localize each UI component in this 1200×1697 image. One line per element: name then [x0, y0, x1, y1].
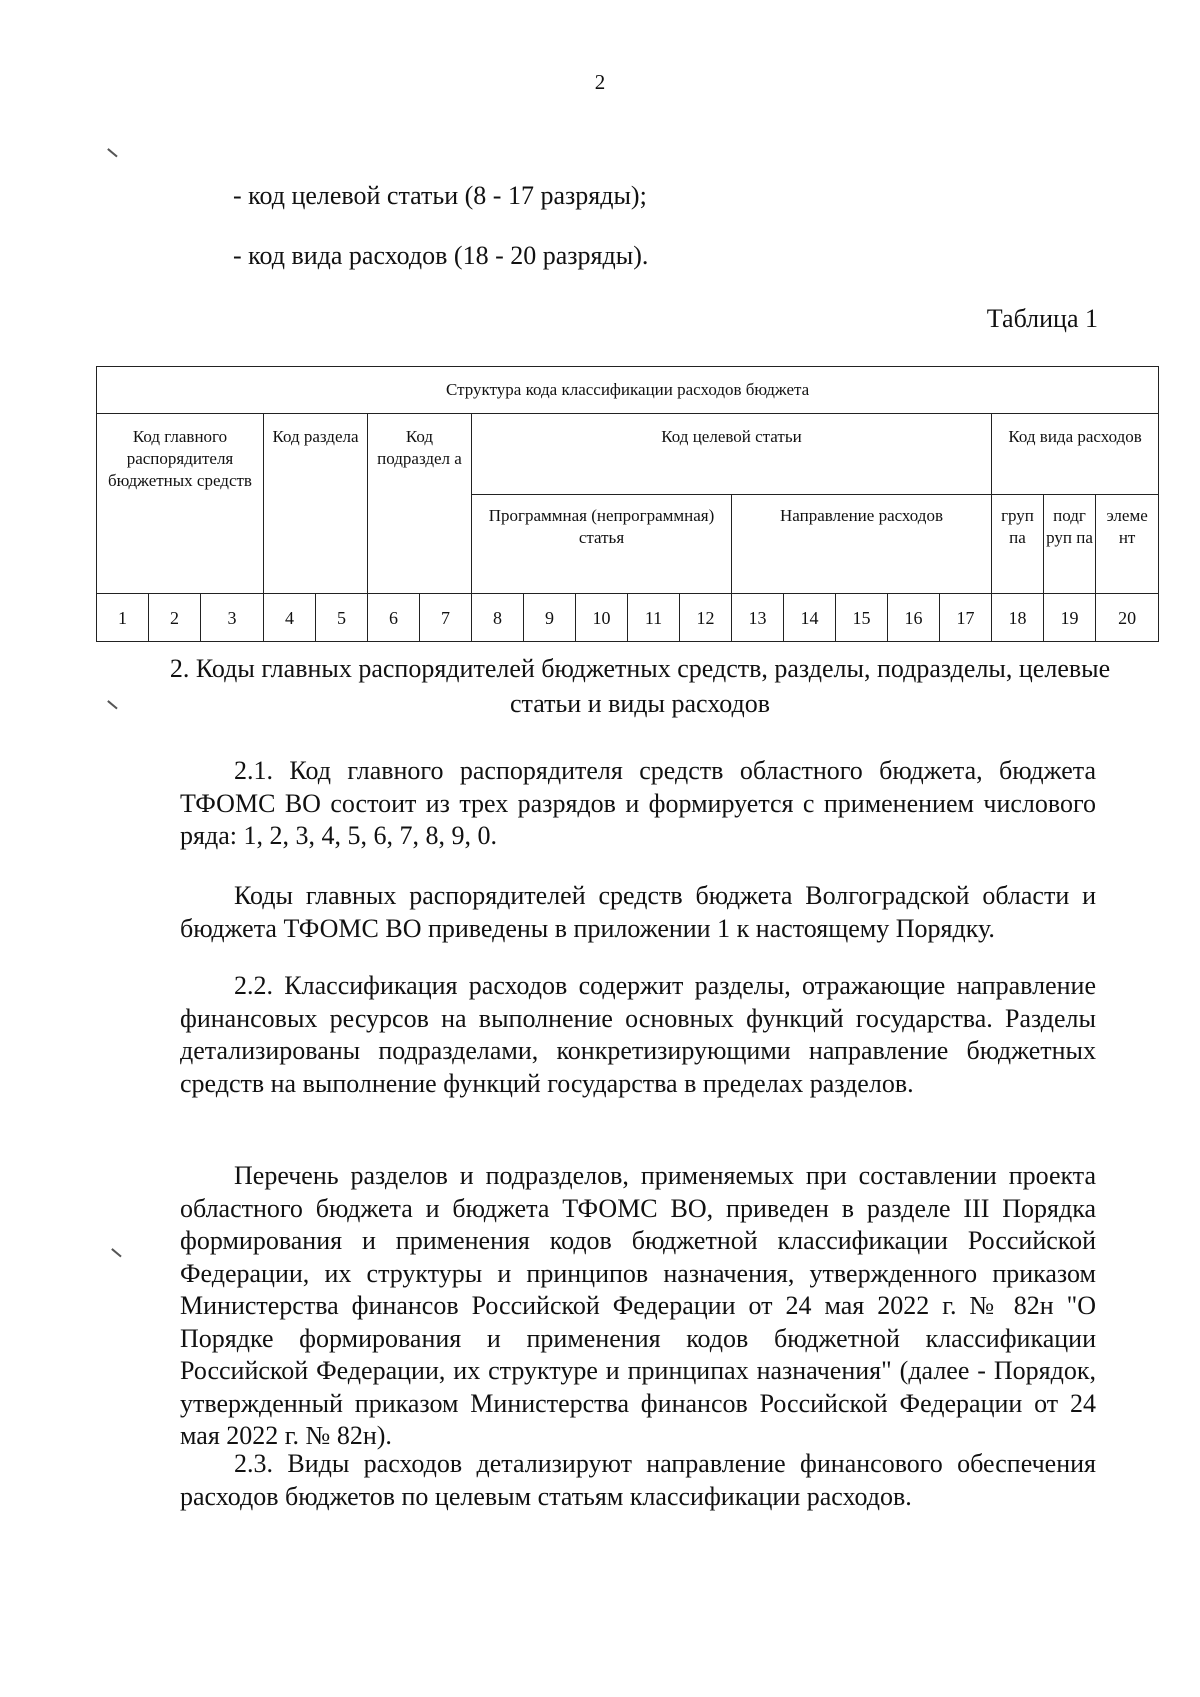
- header-expense-type-code: Код вида расходов: [992, 414, 1159, 495]
- digit-cell: 13: [732, 594, 784, 642]
- digit-cell: 12: [680, 594, 732, 642]
- code-structure-table: [96, 366, 1159, 642]
- bullet-expense-type-code: - код вида расходов (18 - 20 разряды).: [233, 241, 649, 270]
- section-heading: 2. Коды главных распорядителей бюджетных средств, разделы, подразделы, целевые статьи и виды расходов: [169, 654, 1111, 718]
- digit-cell: 11: [628, 594, 680, 642]
- paragraph-2-1: 2.1. Код главного распорядителя средств областного бюджета, бюджета ТФОМС ВО состоит из трех разрядов и формируется с применением числового ряда: 1, 2, 3, 4, 5, 6, 7, 8, 9, 0.: [180, 756, 1096, 850]
- subheader-subgroup: подг руп па: [1044, 495, 1096, 594]
- digit-cell: 17: [940, 594, 992, 642]
- digit-cell: 2: [149, 594, 201, 642]
- digit-cell: 7: [420, 594, 472, 642]
- header-section-code: Код раздела: [264, 414, 368, 594]
- subheader-program-article: Программная (непрограммная) статья: [472, 495, 732, 594]
- digit-cell: 14: [784, 594, 836, 642]
- scan-mark: [104, 700, 124, 716]
- header-target-code: Код целевой статьи: [472, 414, 992, 495]
- paragraph-2-3: 2.3. Виды расходов детализируют направление финансового обеспечения расходов бюджетов по целевым статьям классификации расходов.: [180, 1449, 1096, 1511]
- scan-mark: [104, 148, 124, 164]
- paragraph-admin-codes: Коды главных распорядителей средств бюджета Волгоградской области и бюджета ТФОМС ВО приведены в приложении 1 к настоящему Порядку.: [180, 881, 1096, 943]
- digit-cell: 19: [1044, 594, 1096, 642]
- subheader-expense-direction: Направление расходов: [732, 495, 992, 594]
- digit-cell: 8: [472, 594, 524, 642]
- bullet-target-code: - код целевой статьи (8 - 17 разряды);: [233, 181, 647, 210]
- digit-cell: 20: [1096, 594, 1159, 642]
- paragraph-sections-list: Перечень разделов и подразделов, применяемых при составлении проекта областного бюджета и бюджета ТФОМС ВО, приведен в разделе III Порядка формирования и применения кодов бюджетной классификации Российской Федерации, их структуры и принципов назначения, утвержденного приказом Министерства финансов Российской Федерации от 24 мая 2022 г. № 82н "О Порядке формирования и применения кодов бюджетной классификации Российской Федерации, их структуре и принципах назначения" (далее - Порядок, утвержденный приказом Министерства финансов Российской Федерации от 24 мая 2022 г. № 82н).: [180, 1161, 1096, 1450]
- subheader-group: груп па: [992, 495, 1044, 594]
- digit-cell: 5: [316, 594, 368, 642]
- digit-cell: 3: [201, 594, 264, 642]
- table-title: Структура кода классификации расходов бюджета: [97, 367, 1159, 414]
- digit-cell: 1: [97, 594, 149, 642]
- scan-mark: [108, 1248, 128, 1264]
- subheader-element: элеме нт: [1096, 495, 1159, 594]
- page-number: 2: [594, 70, 606, 94]
- digit-cell: 18: [992, 594, 1044, 642]
- digit-cell: 4: [264, 594, 316, 642]
- digit-cell: 6: [368, 594, 420, 642]
- digit-cell: 16: [888, 594, 940, 642]
- digit-cell: 15: [836, 594, 888, 642]
- header-subsection-code: Код подраздел а: [368, 414, 472, 594]
- paragraph-2-2: 2.2. Классификация расходов содержит разделы, отражающие направление финансовых ресурсов на выполнение основных функций государства. Разделы детализированы подразделами, конкретизирующими направление бюджетных средств на выполнение функций государства в пределах разделов.: [180, 971, 1096, 1098]
- table-caption: Таблица 1: [986, 304, 1098, 333]
- digit-cell: 9: [524, 594, 576, 642]
- header-main-admin-code: Код главного распорядителя бюджетных средств: [97, 414, 264, 594]
- digit-cell: 10: [576, 594, 628, 642]
